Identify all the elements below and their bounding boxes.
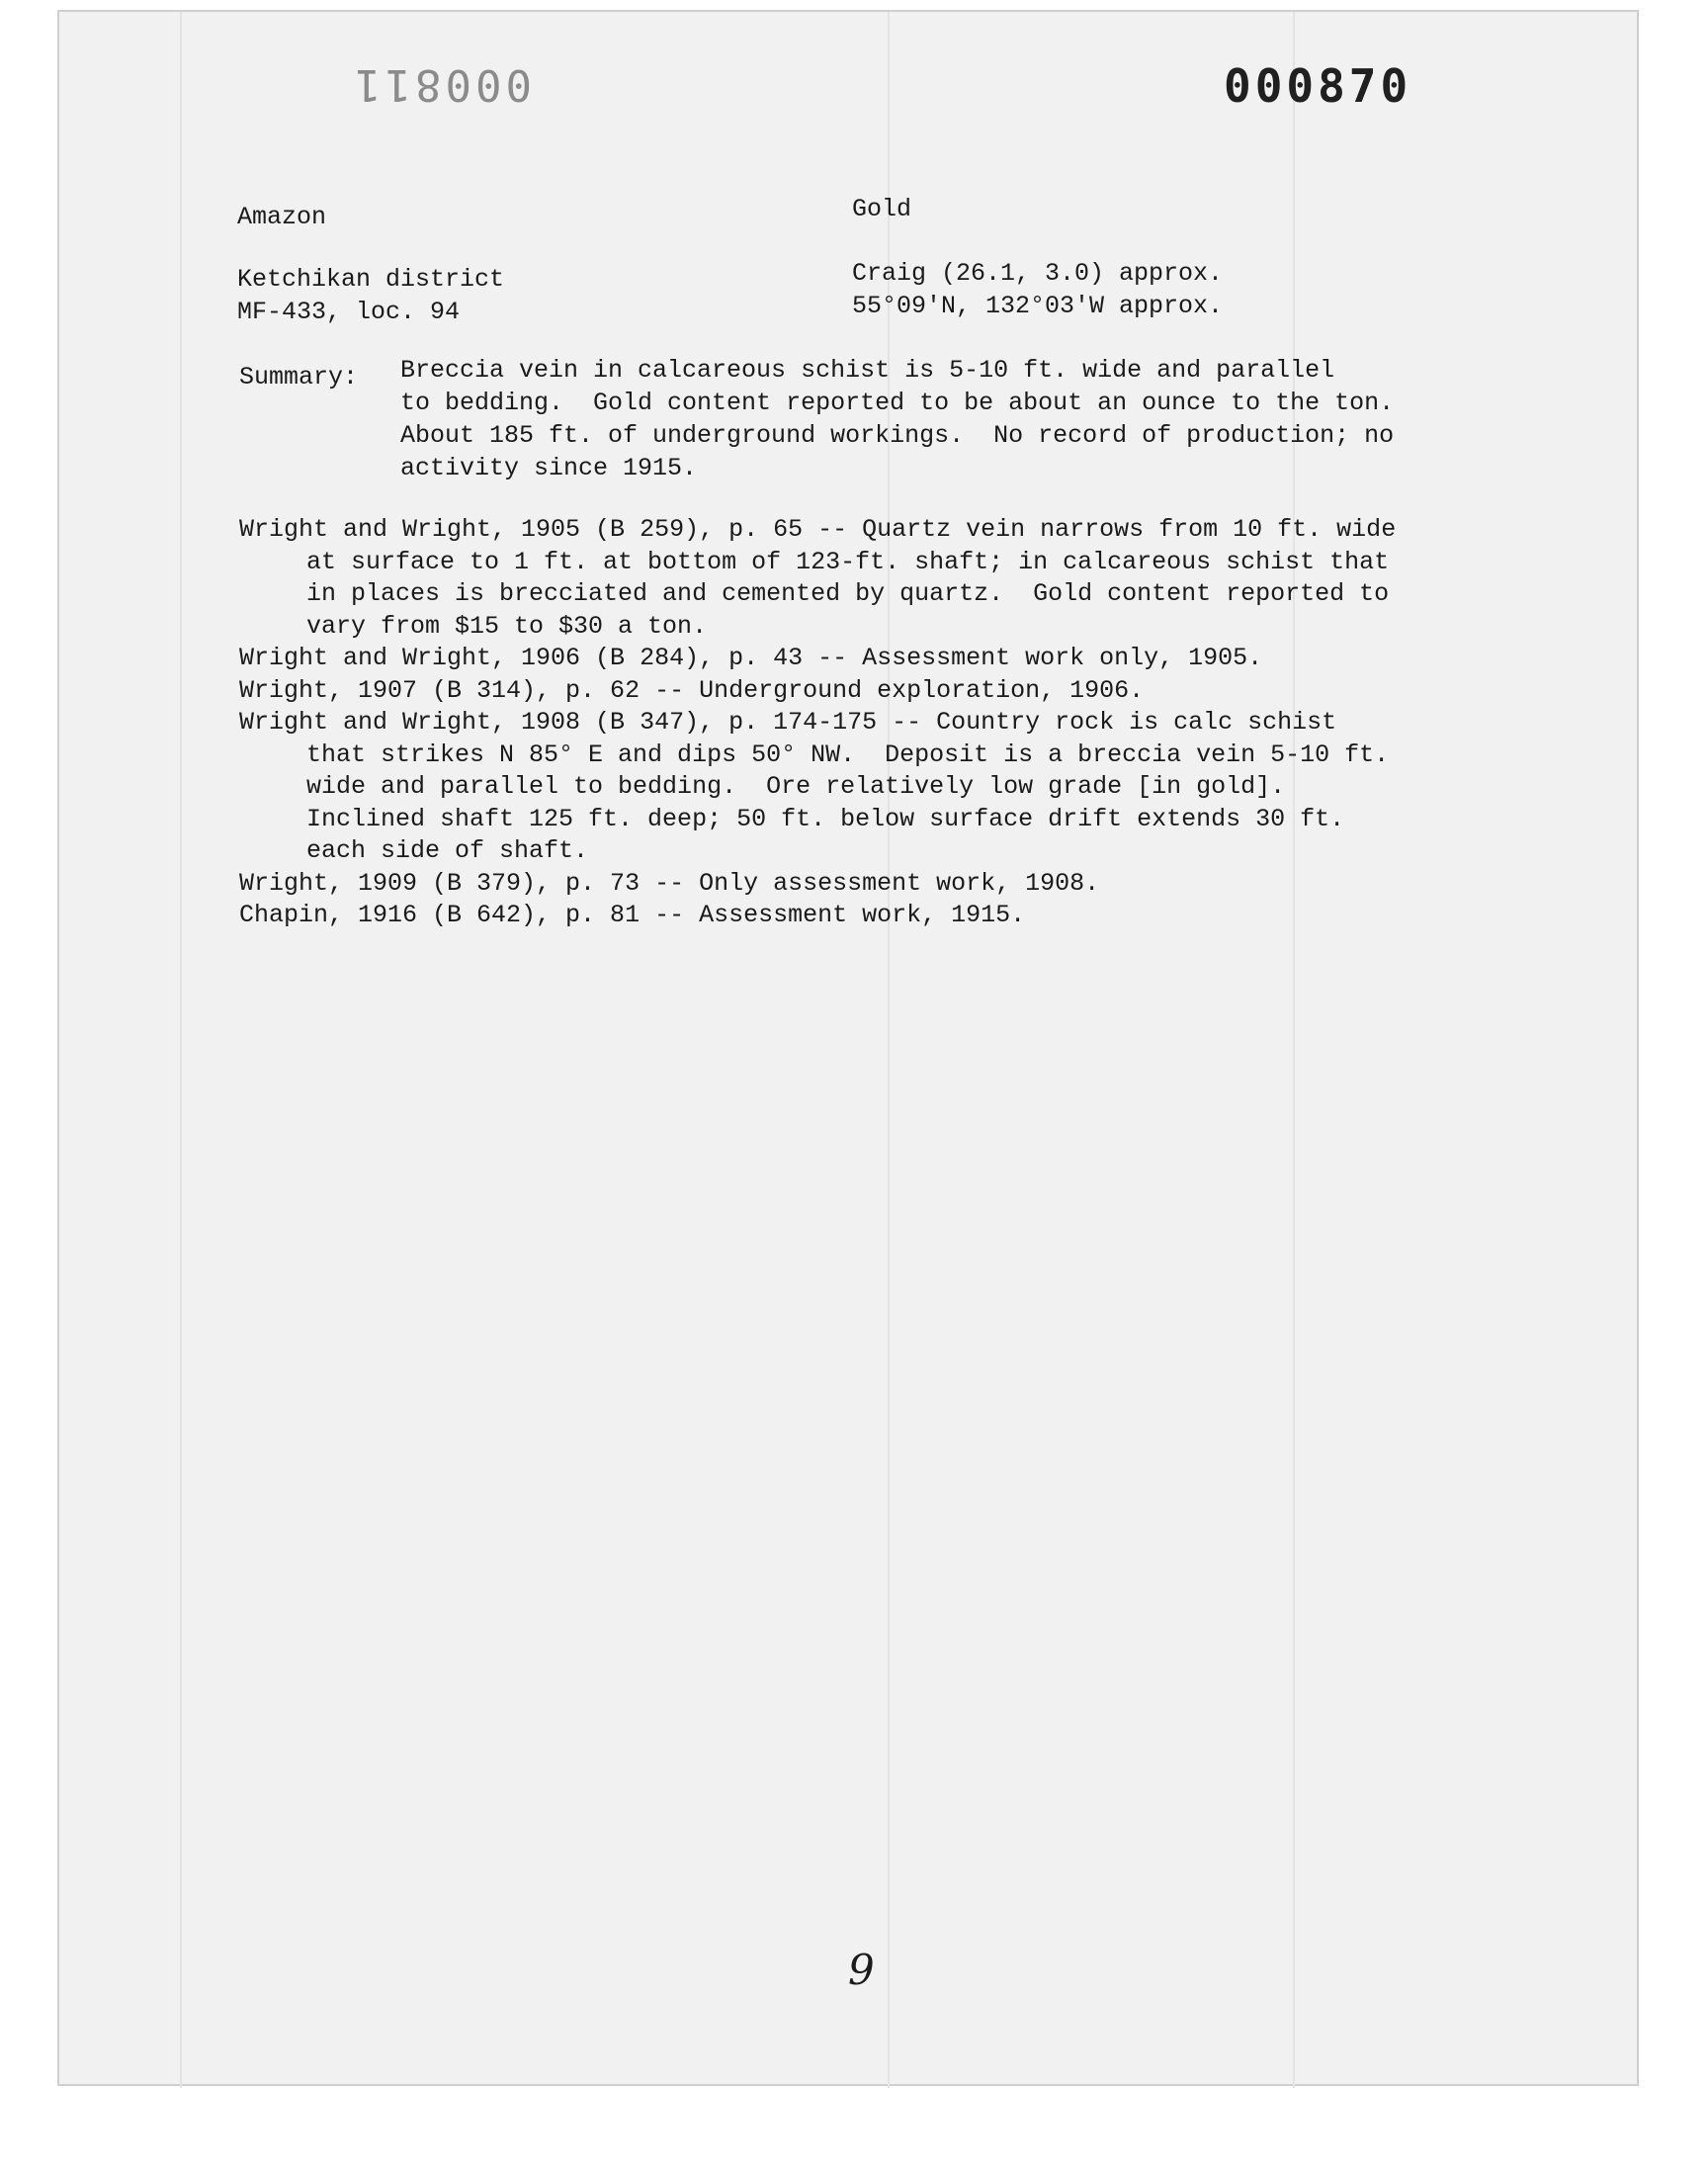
reference-entry: [239, 868, 1524, 901]
summary-line: to bedding. Gold content reported to be about an ounce to the ton.: [400, 389, 1395, 417]
handwritten-page-number: 9: [848, 1946, 875, 1994]
reference-line: Wright, 1909 (B 379), p. 73 -- Only assessment work, 1908.: [239, 868, 1100, 898]
reference-line: wide and parallel to bedding. Ore relatively low grade [in gold].: [306, 772, 1286, 801]
reference-entry: [239, 707, 1524, 868]
document-number-stamp-inverted: 000811: [351, 59, 532, 110]
summary-line: About 185 ft. of underground workings. No record of production; no: [400, 421, 1395, 450]
commodity: Gold: [852, 195, 912, 223]
scan-margin: [0, 2104, 1708, 2175]
reference-line: Wright and Wright, 1905 (B 259), p. 65 -- Quartz vein narrows from 10 ft. wide: [239, 515, 1397, 544]
reference-entry: [239, 643, 1524, 675]
reference-line: each side of shaft.: [306, 836, 589, 865]
reference-entry: [239, 514, 1524, 643]
reference-line: that strikes N 85° E and dips 50° NW. Deposit is a breccia vein 5-10 ft.: [306, 740, 1390, 769]
district: Ketchikan district: [237, 265, 505, 294]
reference-line: at surface to 1 ft. at bottom of 123-ft. shaft; in calcareous schist that: [306, 547, 1390, 576]
document-number-stamp: 000870: [1224, 59, 1412, 113]
quadrangle-location: Craig (26.1, 3.0) approx.: [852, 259, 1224, 288]
summary-line: activity since 1915.: [400, 454, 698, 482]
reference-line: Inclined shaft 125 ft. deep; 50 ft. below surface drift extends 30 ft.: [306, 804, 1345, 833]
reference-line: in places is brecciated and cemented by quartz. Gold content reported to: [306, 579, 1390, 608]
fold-line: [888, 12, 890, 2088]
reference-line: Chapin, 1916 (B 642), p. 81 -- Assessment work, 1915.: [239, 901, 1026, 929]
coordinates: 55°09'N, 132°03'W approx.: [852, 292, 1224, 320]
reference-line: Wright and Wright, 1906 (B 284), p. 43 -- Assessment work only, 1905.: [239, 644, 1263, 672]
reference-line: Wright and Wright, 1908 (B 347), p. 174-175 -- Country rock is calc schist: [239, 708, 1337, 737]
reference-line: vary from $15 to $30 a ton.: [306, 611, 708, 641]
deposit-name: Amazon: [237, 203, 327, 231]
map-reference: MF-433, loc. 94: [237, 298, 461, 326]
reference-line: Wright, 1907 (B 314), p. 62 -- Underground exploration, 1906.: [239, 675, 1145, 705]
summary-label: Summary:: [239, 363, 359, 392]
summary-text: [400, 354, 1537, 484]
summary-line: Breccia vein in calcareous schist is 5-10 ft. wide and parallel: [400, 356, 1335, 385]
reference-entry: [239, 900, 1524, 932]
reference-entry: [239, 675, 1524, 708]
reference-list: [239, 514, 1524, 932]
fold-line: [180, 12, 182, 2088]
fold-line: [1293, 12, 1295, 2088]
